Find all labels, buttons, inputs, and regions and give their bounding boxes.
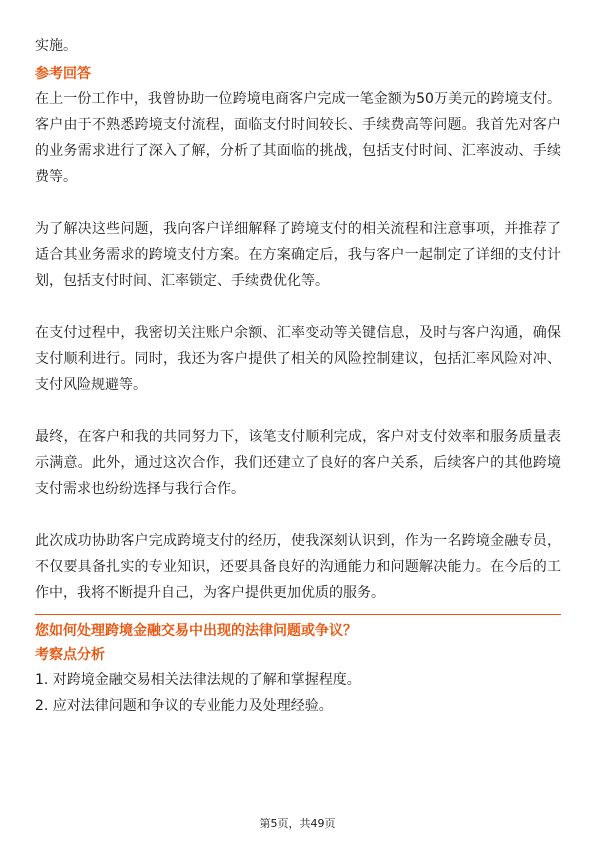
paragraph-gap	[35, 294, 561, 320]
intro-fragment: 实施。	[35, 38, 77, 54]
answer-paragraph-1: 在上一份工作中，我曾协助一位跨境电商客户完成一笔金额为50万美元的跨境支付。客户由于不熟悉跨境支付流程，面临支付时间较长、手续费高等问题。我首先对客户的业务需求进行了深入了解，分析了其面临的挑战，包括支付时间、汇率波动、手续费等。	[35, 91, 561, 185]
analysis-heading: 考察点分析	[35, 647, 105, 663]
answer-paragraph-2: 为了解决这些问题，我向客户详细解释了跨境支付的相关流程和注意事项，并推荐了适合其业务需求的跨境支付方案。在方案确定后，我与客户一起制定了详细的支付计划，包括支付时间、汇率锁定、手续费优化等。	[35, 221, 561, 289]
answer-heading: 参考回答	[35, 66, 91, 82]
answer-paragraph-4: 最终，在客户和我的共同努力下，该笔支付顺利完成，客户对支付效率和服务质量表示满意。此外，通过这次合作，我们还建立了良好的客户关系，后续客户的其他跨境支付需求也纷纷选择与我行合作。	[35, 429, 561, 497]
question-heading: 您如何处理跨境金融交易中出现的法律问题或争议？	[35, 623, 357, 639]
analysis-item-2: 2. 应对法律问题和争议的专业能力及处理经验。	[35, 698, 333, 714]
answer-paragraph-5: 此次成功协助客户完成跨境支付的经历，使我深刻认识到，作为一名跨境金融专员，不仅要具备扎实的专业知识，还要具备良好的沟通能力和问题解决能力。在今后的工作中，我将不断提升自己，为客户提供更加优质的服务。	[35, 533, 561, 601]
paragraph-gap	[35, 398, 561, 424]
page-content	[35, 33, 561, 719]
paragraph-gap	[35, 190, 561, 216]
paragraph-gap	[35, 502, 561, 528]
page-footer: 第5页，共49页	[259, 817, 336, 830]
answer-paragraph-3: 在支付过程中，我密切关注账户余额、汇率变动等关键信息，及时与客户沟通，确保支付顺利进行。同时，我还为客户提供了相关的风险控制建议，包括汇率风险对冲、支付风险规避等。	[35, 325, 561, 393]
section-divider	[35, 614, 561, 615]
analysis-item-1: 1. 对跨境金融交易相关法律法规的了解和掌握程度。	[35, 672, 361, 688]
